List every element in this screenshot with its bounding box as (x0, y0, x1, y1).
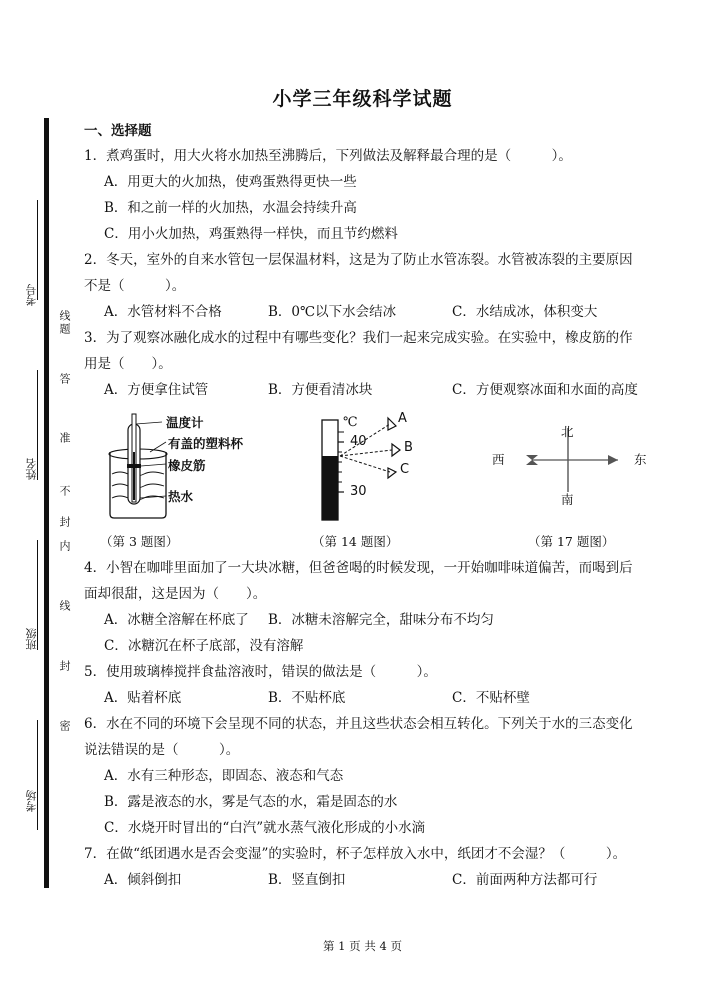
xingming-label: 姓名 (25, 458, 38, 480)
page-title: 小学三年级科学试题 (272, 88, 453, 110)
fig17-south: 南 (561, 492, 574, 507)
fig17-north: 北 (561, 424, 574, 439)
seal-char: 题 (58, 323, 71, 334)
binding-bar (44, 118, 49, 888)
seal-char: 答 (58, 373, 71, 384)
section-heading: 一、选择题 (84, 123, 152, 139)
q2-option-a: A．水管材料不合格 (104, 304, 222, 320)
seal-char: 线 (58, 600, 71, 611)
fig3-label-rubber-band: 橡皮筋 (168, 458, 206, 473)
seal-char: 准 (58, 432, 71, 443)
q7-stem: 7．在做“纸团遇水是否会变湿”的实验时，杯子怎样放入水中，纸团才不会湿？（ ）。 (84, 846, 627, 862)
q3-option-b: B．方便看清冰块 (268, 382, 373, 398)
q6-option-b: B．露是液态的水，雾是气态的水，霜是固态的水 (104, 794, 398, 810)
q5-stem: 5．使用玻璃棒搅拌食盐溶液时，错误的做法是（ ）。 (84, 664, 437, 680)
q6-option-c: C．水烧开时冒出的“白汽”就水蒸气液化形成的小水滴 (104, 820, 426, 836)
fig14-eye-a: A (398, 411, 407, 426)
q3-stem-line1: 3．为了观察冰融化成水的过程中有哪些变化？我们一起来完成实验。在实验中，橡皮筋的作 (84, 330, 633, 346)
fig14-eye-b: B (404, 440, 413, 455)
q1-option-c: C．用小火加热，鸡蛋熟得一样快，而且节约燃料 (104, 226, 398, 242)
fig14-tick-40: 40 (350, 434, 367, 449)
q7-option-c: C．前面两种方法都可行 (452, 872, 598, 888)
seal-char: 不 (58, 485, 71, 496)
q4-stem-line1: 4．小智在咖啡里面加了一大块冰糖，但爸爸喝的时候发现，一开始咖啡味道偏苦，而喝到后 (84, 560, 633, 576)
q7-option-a: A．倾斜倒扣 (104, 872, 182, 888)
q3-stem-line2: 用是（ ）。 (84, 356, 172, 372)
seal-char: 封 (58, 660, 71, 671)
q4-option-b: B．冰糖未溶解完全，甜味分布不均匀 (268, 612, 494, 628)
q5-option-c: C．不贴杯壁 (452, 690, 530, 706)
fig17-caption: （第 17 题图） (528, 534, 615, 549)
seal-char: 封 (58, 516, 71, 527)
q3-option-a: A．方便拿住试管 (104, 382, 209, 398)
fig14-tick-30: 30 (350, 484, 367, 499)
q2-stem-line1: 2．冬天，室外的自来水管包一层保温材料，这是为了防止水管冻裂。水管被冻裂的主要原因 (84, 252, 633, 268)
kaohao-label: 考号 (25, 284, 38, 306)
q2-option-c: C．水结成冰，体积变大 (452, 304, 598, 320)
fig14-unit: ℃ (343, 415, 358, 430)
q1-option-b: B．和之前一样的火加热，水温会持续升高 (104, 200, 357, 216)
q2-stem-line2: 不是（ ）。 (84, 278, 186, 294)
q6-stem-line1: 6．水在不同的环境下会呈现不同的状态，并且这些状态会相互转化。下列关于水的三态变化 (84, 716, 633, 732)
fig14-caption: （第 14 题图） (312, 534, 399, 549)
q6-option-a: A．水有三种形态，即固态、液态和气态 (104, 768, 344, 784)
q1-option-a: A．用更大的火加热，使鸡蛋熟得更快一些 (104, 174, 357, 190)
q5-option-b: B．不贴杯底 (268, 690, 346, 706)
q4-option-c: C．冰糖沉在杯子底部，没有溶解 (104, 638, 304, 654)
fig3-label-thermometer: 温度计 (166, 415, 204, 430)
seal-char: 密 (58, 720, 71, 731)
q5-option-a: A．贴着杯底 (104, 690, 182, 706)
q6-stem-line2: 说法错误的是（ ）。 (84, 742, 240, 758)
fig17-west: 西 (492, 452, 505, 467)
kaochang-underline (37, 720, 38, 830)
q2-option-b: B．0℃以下水会结冰 (268, 304, 397, 320)
fig3-label-cup: 有盖的塑料杯 (168, 436, 244, 451)
page-footer: 第 1 页 共 4 页 (323, 939, 402, 953)
q1-stem: 1．煮鸡蛋时，用大火将水加热至沸腾后，下列做法及解释最合理的是（ ）。 (84, 148, 572, 164)
kaochang-label: 考场 (25, 790, 38, 812)
q7-option-b: B．竖直倒扣 (268, 872, 346, 888)
seal-char: 线 (58, 310, 71, 321)
fig3-label-hot-water: 热水 (168, 489, 194, 504)
figure-17-diagram (500, 420, 650, 520)
q4-option-a: A．冰糖全溶解在杯底了 (104, 612, 249, 628)
seal-char: 内 (58, 540, 71, 551)
fig14-eye-c: C (400, 462, 410, 477)
q4-stem-line2: 面却很甜，这是因为（ ）。 (84, 586, 267, 602)
q3-option-c: C．方便观察冰面和水面的高度 (452, 382, 638, 398)
banji-label: 班级 (25, 628, 38, 650)
fig17-east: 东 (634, 452, 647, 467)
fig3-caption: （第 3 题图） (100, 534, 179, 549)
